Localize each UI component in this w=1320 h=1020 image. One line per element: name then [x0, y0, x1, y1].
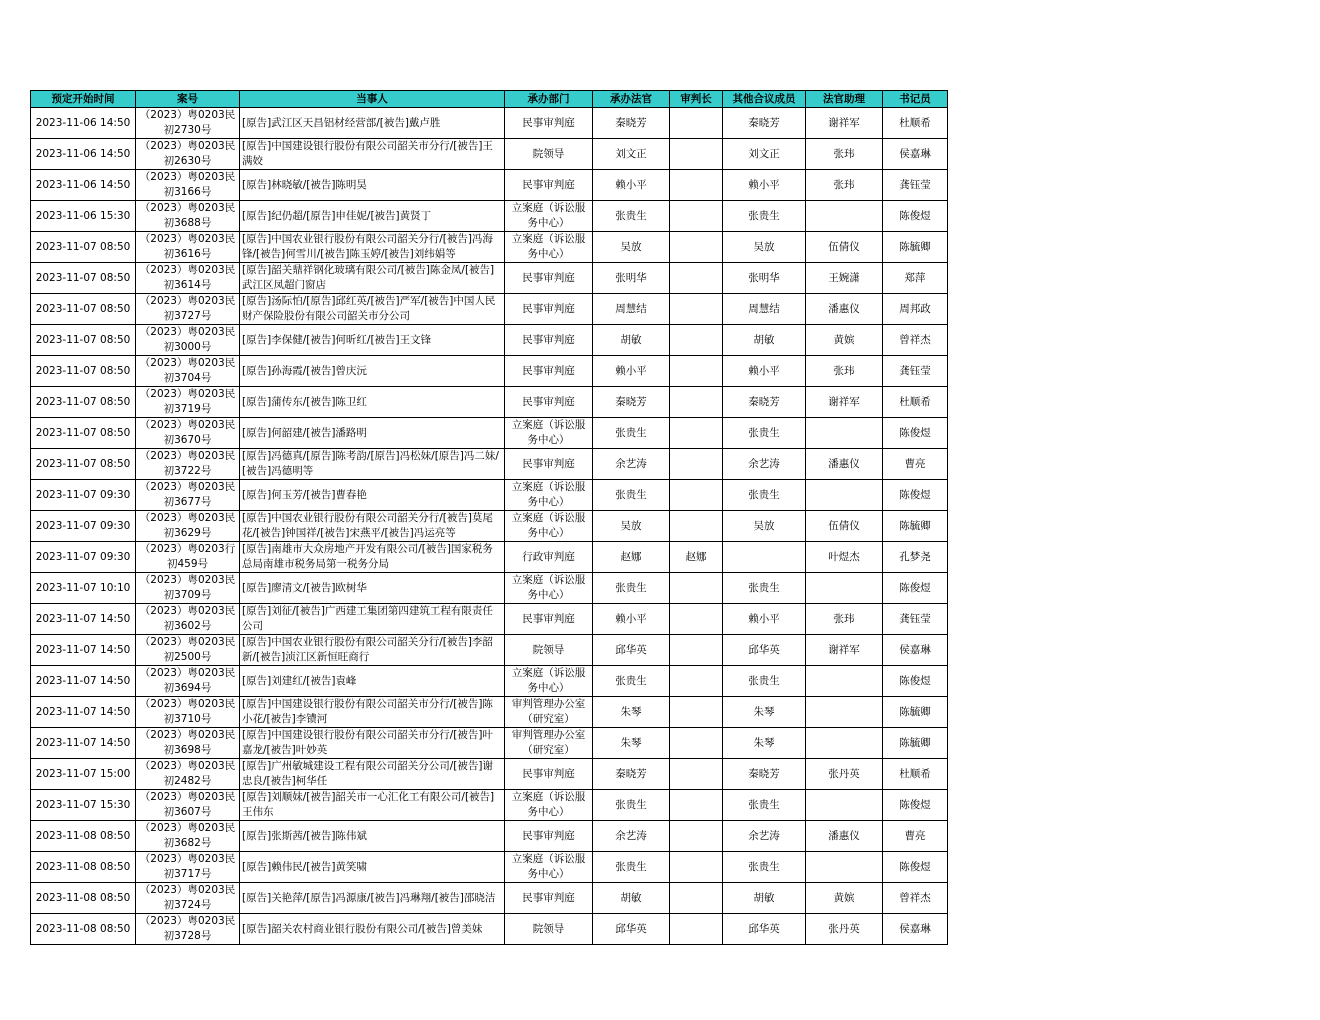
- presiding-judge-cell: 赵娜: [670, 542, 723, 573]
- panel-members-cell: 秦晓芳: [723, 387, 806, 418]
- clerk-cell: 陈俊煜: [883, 480, 948, 511]
- start-time-cell: 2023-11-07 08:50: [31, 232, 136, 263]
- judge-assistant-cell: [806, 573, 883, 604]
- judge-cell: 秦晓芳: [593, 759, 670, 790]
- department-cell: 审判管理办公室（研究室）: [505, 697, 593, 728]
- clerk-cell: 杜顺希: [883, 759, 948, 790]
- presiding-judge-cell: [670, 635, 723, 666]
- presiding-judge-cell: [670, 201, 723, 232]
- start-time-cell: 2023-11-06 14:50: [31, 139, 136, 170]
- department-cell: 立案庭（诉讼服务中心）: [505, 232, 593, 263]
- panel-members-cell: [723, 542, 806, 573]
- presiding-judge-cell: [670, 573, 723, 604]
- judge-cell: 张贵生: [593, 573, 670, 604]
- judge-assistant-cell: 张丹英: [806, 914, 883, 945]
- presiding-judge-cell: [670, 449, 723, 480]
- panel-members-cell: 赖小平: [723, 604, 806, 635]
- clerk-cell: 陈俊煜: [883, 201, 948, 232]
- department-cell: 民事审判庭: [505, 325, 593, 356]
- panel-members-cell: 吴放: [723, 511, 806, 542]
- presiding-judge-cell: [670, 759, 723, 790]
- start-time-cell: 2023-11-07 08:50: [31, 294, 136, 325]
- presiding-judge-cell: [670, 232, 723, 263]
- parties-cell: [原告]刘顺妹/[被告]韶关市一心汇化工有限公司/[被告]王伟东: [240, 790, 505, 821]
- header-department: 承办部门: [505, 91, 593, 108]
- judge-cell: 张明华: [593, 263, 670, 294]
- parties-cell: [原告]李保健/[被告]何昕红/[被告]王文锋: [240, 325, 505, 356]
- department-cell: 民事审判庭: [505, 604, 593, 635]
- department-cell: 民事审判庭: [505, 170, 593, 201]
- parties-cell: [原告]刘建红/[被告]袁峰: [240, 666, 505, 697]
- presiding-judge-cell: [670, 604, 723, 635]
- case-number-cell: （2023）粤0203民初3607号: [136, 790, 240, 821]
- start-time-cell: 2023-11-08 08:50: [31, 821, 136, 852]
- start-time-cell: 2023-11-07 09:30: [31, 542, 136, 573]
- start-time-cell: 2023-11-07 14:50: [31, 697, 136, 728]
- department-cell: 院领导: [505, 635, 593, 666]
- case-number-cell: （2023）粤0203民初3724号: [136, 883, 240, 914]
- department-cell: 院领导: [505, 139, 593, 170]
- judge-cell: 胡敏: [593, 883, 670, 914]
- panel-members-cell: 张贵生: [723, 666, 806, 697]
- case-number-cell: （2023）粤0203民初2730号: [136, 108, 240, 139]
- parties-cell: [原告]关艳萍/[原告]冯源康/[被告]冯琳翔/[被告]邵晓洁: [240, 883, 505, 914]
- judge-cell: 秦晓芳: [593, 108, 670, 139]
- judge-cell: 余艺涛: [593, 821, 670, 852]
- clerk-cell: 陈俊煜: [883, 666, 948, 697]
- panel-members-cell: 余艺涛: [723, 821, 806, 852]
- case-number-cell: （2023）粤0203民初3717号: [136, 852, 240, 883]
- start-time-cell: 2023-11-06 14:50: [31, 170, 136, 201]
- panel-members-cell: 朱琴: [723, 728, 806, 759]
- judge-cell: 张贵生: [593, 480, 670, 511]
- judge-cell: 朱琴: [593, 728, 670, 759]
- clerk-cell: 陈俊煜: [883, 852, 948, 883]
- panel-members-cell: 张贵生: [723, 790, 806, 821]
- parties-cell: [原告]纪仍超/[原告]申佳妮/[被告]黄贤丁: [240, 201, 505, 232]
- presiding-judge-cell: [670, 790, 723, 821]
- judge-assistant-cell: 黄嫔: [806, 883, 883, 914]
- clerk-cell: 陈俊煜: [883, 573, 948, 604]
- judge-assistant-cell: 张玮: [806, 604, 883, 635]
- department-cell: 立案庭（诉讼服务中心）: [505, 418, 593, 449]
- judge-assistant-cell: 王婉潇: [806, 263, 883, 294]
- panel-members-cell: 秦晓芳: [723, 108, 806, 139]
- parties-cell: [原告]南雄市大众房地产开发有限公司/[被告]国家税务总局南雄市税务局第一税务分局: [240, 542, 505, 573]
- judge-assistant-cell: [806, 790, 883, 821]
- table-row: [31, 511, 948, 542]
- start-time-cell: 2023-11-07 14:50: [31, 604, 136, 635]
- clerk-cell: 龚钰莹: [883, 170, 948, 201]
- case-number-cell: （2023）粤0203民初2630号: [136, 139, 240, 170]
- table-row: [31, 542, 948, 573]
- clerk-cell: 曹亮: [883, 449, 948, 480]
- case-number-cell: （2023）粤0203民初3719号: [136, 387, 240, 418]
- table-row: [31, 232, 948, 263]
- clerk-cell: 陈俊煜: [883, 418, 948, 449]
- judge-assistant-cell: 潘惠仪: [806, 294, 883, 325]
- panel-members-cell: 刘文正: [723, 139, 806, 170]
- start-time-cell: 2023-11-07 14:50: [31, 635, 136, 666]
- case-number-cell: （2023）粤0203民初3698号: [136, 728, 240, 759]
- department-cell: 民事审判庭: [505, 294, 593, 325]
- judge-assistant-cell: 叶煜杰: [806, 542, 883, 573]
- start-time-cell: 2023-11-07 08:50: [31, 325, 136, 356]
- presiding-judge-cell: [670, 108, 723, 139]
- judge-cell: 张贵生: [593, 666, 670, 697]
- parties-cell: [原告]廖清文/[被告]欧树华: [240, 573, 505, 604]
- presiding-judge-cell: [670, 666, 723, 697]
- department-cell: 立案庭（诉讼服务中心）: [505, 666, 593, 697]
- table-row: [31, 418, 948, 449]
- case-number-cell: （2023）粤0203民初3710号: [136, 697, 240, 728]
- clerk-cell: 侯嘉琳: [883, 139, 948, 170]
- parties-cell: [原告]刘征/[被告]广西建工集团第四建筑工程有限责任公司: [240, 604, 505, 635]
- judge-cell: 胡敏: [593, 325, 670, 356]
- table-row: [31, 201, 948, 232]
- parties-cell: [原告]蒲传东/[被告]陈卫红: [240, 387, 505, 418]
- parties-cell: [原告]中国建设银行股份有限公司韶关市分行/[被告]叶嘉龙/[被告]叶妙英: [240, 728, 505, 759]
- table-row: [31, 108, 948, 139]
- panel-members-cell: 胡敏: [723, 325, 806, 356]
- judge-cell: 张贵生: [593, 201, 670, 232]
- parties-cell: [原告]孙海霞/[被告]曾庆沅: [240, 356, 505, 387]
- parties-cell: [原告]张斯茜/[被告]陈伟斌: [240, 821, 505, 852]
- parties-cell: [原告]中国农业银行股份有限公司韶关分行/[被告]李韶新/[被告]浈江区新恒旺商行: [240, 635, 505, 666]
- judge-cell: 秦晓芳: [593, 387, 670, 418]
- header-parties: 当事人: [240, 91, 505, 108]
- table-body: [31, 108, 948, 945]
- table-row: [31, 914, 948, 945]
- judge-assistant-cell: [806, 418, 883, 449]
- start-time-cell: 2023-11-07 08:50: [31, 449, 136, 480]
- panel-members-cell: 朱琴: [723, 697, 806, 728]
- case-number-cell: （2023）粤0203民初3677号: [136, 480, 240, 511]
- table-row: [31, 387, 948, 418]
- case-number-cell: （2023）粤0203民初2482号: [136, 759, 240, 790]
- table-row: [31, 480, 948, 511]
- start-time-cell: 2023-11-07 08:50: [31, 263, 136, 294]
- judge-assistant-cell: 张丹英: [806, 759, 883, 790]
- department-cell: 民事审判庭: [505, 759, 593, 790]
- case-number-cell: （2023）粤0203民初3000号: [136, 325, 240, 356]
- judge-assistant-cell: 潘惠仪: [806, 449, 883, 480]
- panel-members-cell: 赖小平: [723, 356, 806, 387]
- judge-assistant-cell: [806, 201, 883, 232]
- table-row: [31, 263, 948, 294]
- clerk-cell: 孔梦尧: [883, 542, 948, 573]
- table-row: [31, 635, 948, 666]
- parties-cell: [原告]汤际怕/[原告]邱红英/[被告]严军/[被告]中国人民财产保险股份有限公司韶关市分公司: [240, 294, 505, 325]
- parties-cell: [原告]中国建设银行股份有限公司韶关市分行/[被告]陈小花/[被告]李镄河: [240, 697, 505, 728]
- judge-assistant-cell: 张玮: [806, 356, 883, 387]
- case-number-cell: （2023）粤0203民初3602号: [136, 604, 240, 635]
- clerk-cell: 曾祥杰: [883, 883, 948, 914]
- clerk-cell: 陈毓卿: [883, 232, 948, 263]
- judge-assistant-cell: [806, 480, 883, 511]
- header-presiding: 审判长: [670, 91, 723, 108]
- panel-members-cell: 周慧结: [723, 294, 806, 325]
- hearing-schedule-table: [30, 90, 948, 945]
- panel-members-cell: 张贵生: [723, 480, 806, 511]
- presiding-judge-cell: [670, 387, 723, 418]
- case-number-cell: （2023）粤0203民初3682号: [136, 821, 240, 852]
- department-cell: 立案庭（诉讼服务中心）: [505, 201, 593, 232]
- department-cell: 民事审判庭: [505, 821, 593, 852]
- start-time-cell: 2023-11-07 10:10: [31, 573, 136, 604]
- panel-members-cell: 张贵生: [723, 573, 806, 604]
- department-cell: 民事审判庭: [505, 387, 593, 418]
- judge-assistant-cell: 张玮: [806, 170, 883, 201]
- department-cell: 民事审判庭: [505, 263, 593, 294]
- panel-members-cell: 张明华: [723, 263, 806, 294]
- judge-assistant-cell: [806, 697, 883, 728]
- clerk-cell: 陈毓卿: [883, 697, 948, 728]
- panel-members-cell: 余艺涛: [723, 449, 806, 480]
- judge-cell: 张贵生: [593, 852, 670, 883]
- start-time-cell: 2023-11-07 08:50: [31, 356, 136, 387]
- table-row: [31, 759, 948, 790]
- table-row: [31, 294, 948, 325]
- judge-assistant-cell: 潘惠仪: [806, 821, 883, 852]
- panel-members-cell: 张贵生: [723, 201, 806, 232]
- parties-cell: [原告]林晓敏/[被告]陈明昊: [240, 170, 505, 201]
- parties-cell: [原告]韶关农村商业银行股份有限公司/[被告]曾美妹: [240, 914, 505, 945]
- judge-assistant-cell: [806, 728, 883, 759]
- parties-cell: [原告]广州敏城建设工程有限公司韶关分公司/[被告]谢忠良/[被告]柯华任: [240, 759, 505, 790]
- judge-assistant-cell: 谢祥军: [806, 108, 883, 139]
- clerk-cell: 陈毓卿: [883, 511, 948, 542]
- presiding-judge-cell: [670, 480, 723, 511]
- judge-assistant-cell: [806, 852, 883, 883]
- clerk-cell: 陈毓卿: [883, 728, 948, 759]
- judge-cell: 周慧结: [593, 294, 670, 325]
- presiding-judge-cell: [670, 821, 723, 852]
- judge-assistant-cell: 伍倩仪: [806, 511, 883, 542]
- start-time-cell: 2023-11-07 08:50: [31, 418, 136, 449]
- header-start-time: 预定开始时间: [31, 91, 136, 108]
- case-number-cell: （2023）粤0203民初3704号: [136, 356, 240, 387]
- header-judge: 承办法官: [593, 91, 670, 108]
- case-number-cell: （2023）粤0203民初3670号: [136, 418, 240, 449]
- header-clerk: 书记员: [883, 91, 948, 108]
- clerk-cell: 侯嘉琳: [883, 914, 948, 945]
- parties-cell: [原告]韶关鼎祥钢化玻璃有限公司/[被告]陈金凤/[被告]武江区凤超门窗店: [240, 263, 505, 294]
- judge-assistant-cell: 谢祥军: [806, 635, 883, 666]
- judge-cell: 张贵生: [593, 418, 670, 449]
- parties-cell: [原告]何玉芳/[被告]曹春艳: [240, 480, 505, 511]
- case-number-cell: （2023）粤0203民初2500号: [136, 635, 240, 666]
- panel-members-cell: 邱华英: [723, 635, 806, 666]
- panel-members-cell: 赖小平: [723, 170, 806, 201]
- presiding-judge-cell: [670, 263, 723, 294]
- judge-cell: 邱华英: [593, 914, 670, 945]
- judge-cell: 张贵生: [593, 790, 670, 821]
- judge-cell: 刘文正: [593, 139, 670, 170]
- panel-members-cell: 秦晓芳: [723, 759, 806, 790]
- start-time-cell: 2023-11-08 08:50: [31, 883, 136, 914]
- start-time-cell: 2023-11-08 08:50: [31, 852, 136, 883]
- presiding-judge-cell: [670, 418, 723, 449]
- clerk-cell: 陈俊煜: [883, 790, 948, 821]
- presiding-judge-cell: [670, 511, 723, 542]
- table-row: [31, 356, 948, 387]
- table-row: [31, 666, 948, 697]
- case-number-cell: （2023）粤0203民初3616号: [136, 232, 240, 263]
- start-time-cell: 2023-11-07 14:50: [31, 728, 136, 759]
- department-cell: 立案庭（诉讼服务中心）: [505, 852, 593, 883]
- panel-members-cell: 张贵生: [723, 852, 806, 883]
- header-row: [31, 91, 948, 108]
- judge-cell: 朱琴: [593, 697, 670, 728]
- case-number-cell: （2023）粤0203民初3166号: [136, 170, 240, 201]
- presiding-judge-cell: [670, 914, 723, 945]
- case-number-cell: （2023）粤0203民初3614号: [136, 263, 240, 294]
- presiding-judge-cell: [670, 170, 723, 201]
- clerk-cell: 杜顺希: [883, 387, 948, 418]
- header-members: 其他合议成员: [723, 91, 806, 108]
- department-cell: 院领导: [505, 914, 593, 945]
- department-cell: 民事审判庭: [505, 449, 593, 480]
- presiding-judge-cell: [670, 356, 723, 387]
- table-row: [31, 325, 948, 356]
- table-row: [31, 139, 948, 170]
- department-cell: 立案庭（诉讼服务中心）: [505, 511, 593, 542]
- case-number-cell: （2023）粤0203民初3629号: [136, 511, 240, 542]
- parties-cell: [原告]中国农业银行股份有限公司韶关分行/[被告]莫尾花/[被告]钟国祥/[被告]宋燕平/[被告]冯运亮等: [240, 511, 505, 542]
- table-row: [31, 728, 948, 759]
- panel-members-cell: 吴放: [723, 232, 806, 263]
- clerk-cell: 侯嘉琳: [883, 635, 948, 666]
- parties-cell: [原告]中国建设银行股份有限公司韶关市分行/[被告]王满姣: [240, 139, 505, 170]
- case-number-cell: （2023）粤0203民初3694号: [136, 666, 240, 697]
- start-time-cell: 2023-11-06 14:50: [31, 108, 136, 139]
- judge-cell: 吴放: [593, 511, 670, 542]
- case-number-cell: （2023）粤0203民初3709号: [136, 573, 240, 604]
- clerk-cell: 龚钰莹: [883, 356, 948, 387]
- table-row: [31, 883, 948, 914]
- start-time-cell: 2023-11-07 14:50: [31, 666, 136, 697]
- table-row: [31, 697, 948, 728]
- clerk-cell: 曾祥杰: [883, 325, 948, 356]
- start-time-cell: 2023-11-07 15:30: [31, 790, 136, 821]
- department-cell: 审判管理办公室（研究室）: [505, 728, 593, 759]
- panel-members-cell: 胡敏: [723, 883, 806, 914]
- table-row: [31, 852, 948, 883]
- department-cell: 立案庭（诉讼服务中心）: [505, 790, 593, 821]
- panel-members-cell: 张贵生: [723, 418, 806, 449]
- clerk-cell: 龚钰莹: [883, 604, 948, 635]
- start-time-cell: 2023-11-08 08:50: [31, 914, 136, 945]
- case-number-cell: （2023）粤0203行初459号: [136, 542, 240, 573]
- judge-cell: 赖小平: [593, 604, 670, 635]
- judge-cell: 邱华英: [593, 635, 670, 666]
- department-cell: 民事审判庭: [505, 108, 593, 139]
- judge-assistant-cell: [806, 666, 883, 697]
- table-row: [31, 449, 948, 480]
- panel-members-cell: 邱华英: [723, 914, 806, 945]
- judge-assistant-cell: 谢祥军: [806, 387, 883, 418]
- header-case-no: 案号: [136, 91, 240, 108]
- start-time-cell: 2023-11-07 09:30: [31, 480, 136, 511]
- presiding-judge-cell: [670, 883, 723, 914]
- case-number-cell: （2023）粤0203民初3688号: [136, 201, 240, 232]
- start-time-cell: 2023-11-07 15:00: [31, 759, 136, 790]
- presiding-judge-cell: [670, 852, 723, 883]
- table-row: [31, 573, 948, 604]
- table-row: [31, 821, 948, 852]
- start-time-cell: 2023-11-07 08:50: [31, 387, 136, 418]
- judge-cell: 赵娜: [593, 542, 670, 573]
- judge-assistant-cell: 黄嫔: [806, 325, 883, 356]
- table-row: [31, 170, 948, 201]
- table-row: [31, 604, 948, 635]
- parties-cell: [原告]武江区天昌铝材经营部/[被告]戴卢胜: [240, 108, 505, 139]
- judge-cell: 余艺涛: [593, 449, 670, 480]
- clerk-cell: 曹亮: [883, 821, 948, 852]
- judge-assistant-cell: 伍倩仪: [806, 232, 883, 263]
- case-number-cell: （2023）粤0203民初3722号: [136, 449, 240, 480]
- presiding-judge-cell: [670, 728, 723, 759]
- start-time-cell: 2023-11-06 15:30: [31, 201, 136, 232]
- presiding-judge-cell: [670, 294, 723, 325]
- department-cell: 民事审判庭: [505, 356, 593, 387]
- department-cell: 立案庭（诉讼服务中心）: [505, 480, 593, 511]
- department-cell: 民事审判庭: [505, 883, 593, 914]
- judge-assistant-cell: 张玮: [806, 139, 883, 170]
- case-number-cell: （2023）粤0203民初3728号: [136, 914, 240, 945]
- clerk-cell: 周邦政: [883, 294, 948, 325]
- clerk-cell: 杜顺希: [883, 108, 948, 139]
- parties-cell: [原告]中国农业银行股份有限公司韶关分行/[被告]冯海锋/[被告]何雪川/[被告]陈玉婷/[被告]刘纬娟等: [240, 232, 505, 263]
- presiding-judge-cell: [670, 139, 723, 170]
- clerk-cell: 郑萍: [883, 263, 948, 294]
- table-row: [31, 790, 948, 821]
- case-number-cell: （2023）粤0203民初3727号: [136, 294, 240, 325]
- parties-cell: [原告]何韶建/[被告]潘路明: [240, 418, 505, 449]
- header-assistant: 法官助理: [806, 91, 883, 108]
- table-header: [31, 91, 948, 108]
- parties-cell: [原告]赖伟民/[被告]黄笑啸: [240, 852, 505, 883]
- start-time-cell: 2023-11-07 09:30: [31, 511, 136, 542]
- judge-cell: 赖小平: [593, 356, 670, 387]
- presiding-judge-cell: [670, 697, 723, 728]
- parties-cell: [原告]冯德真/[原告]陈考韵/[原告]冯松妹/[原告]冯二妹/[被告]冯德明等: [240, 449, 505, 480]
- department-cell: 行政审判庭: [505, 542, 593, 573]
- judge-cell: 赖小平: [593, 170, 670, 201]
- presiding-judge-cell: [670, 325, 723, 356]
- judge-cell: 吴放: [593, 232, 670, 263]
- department-cell: 立案庭（诉讼服务中心）: [505, 573, 593, 604]
